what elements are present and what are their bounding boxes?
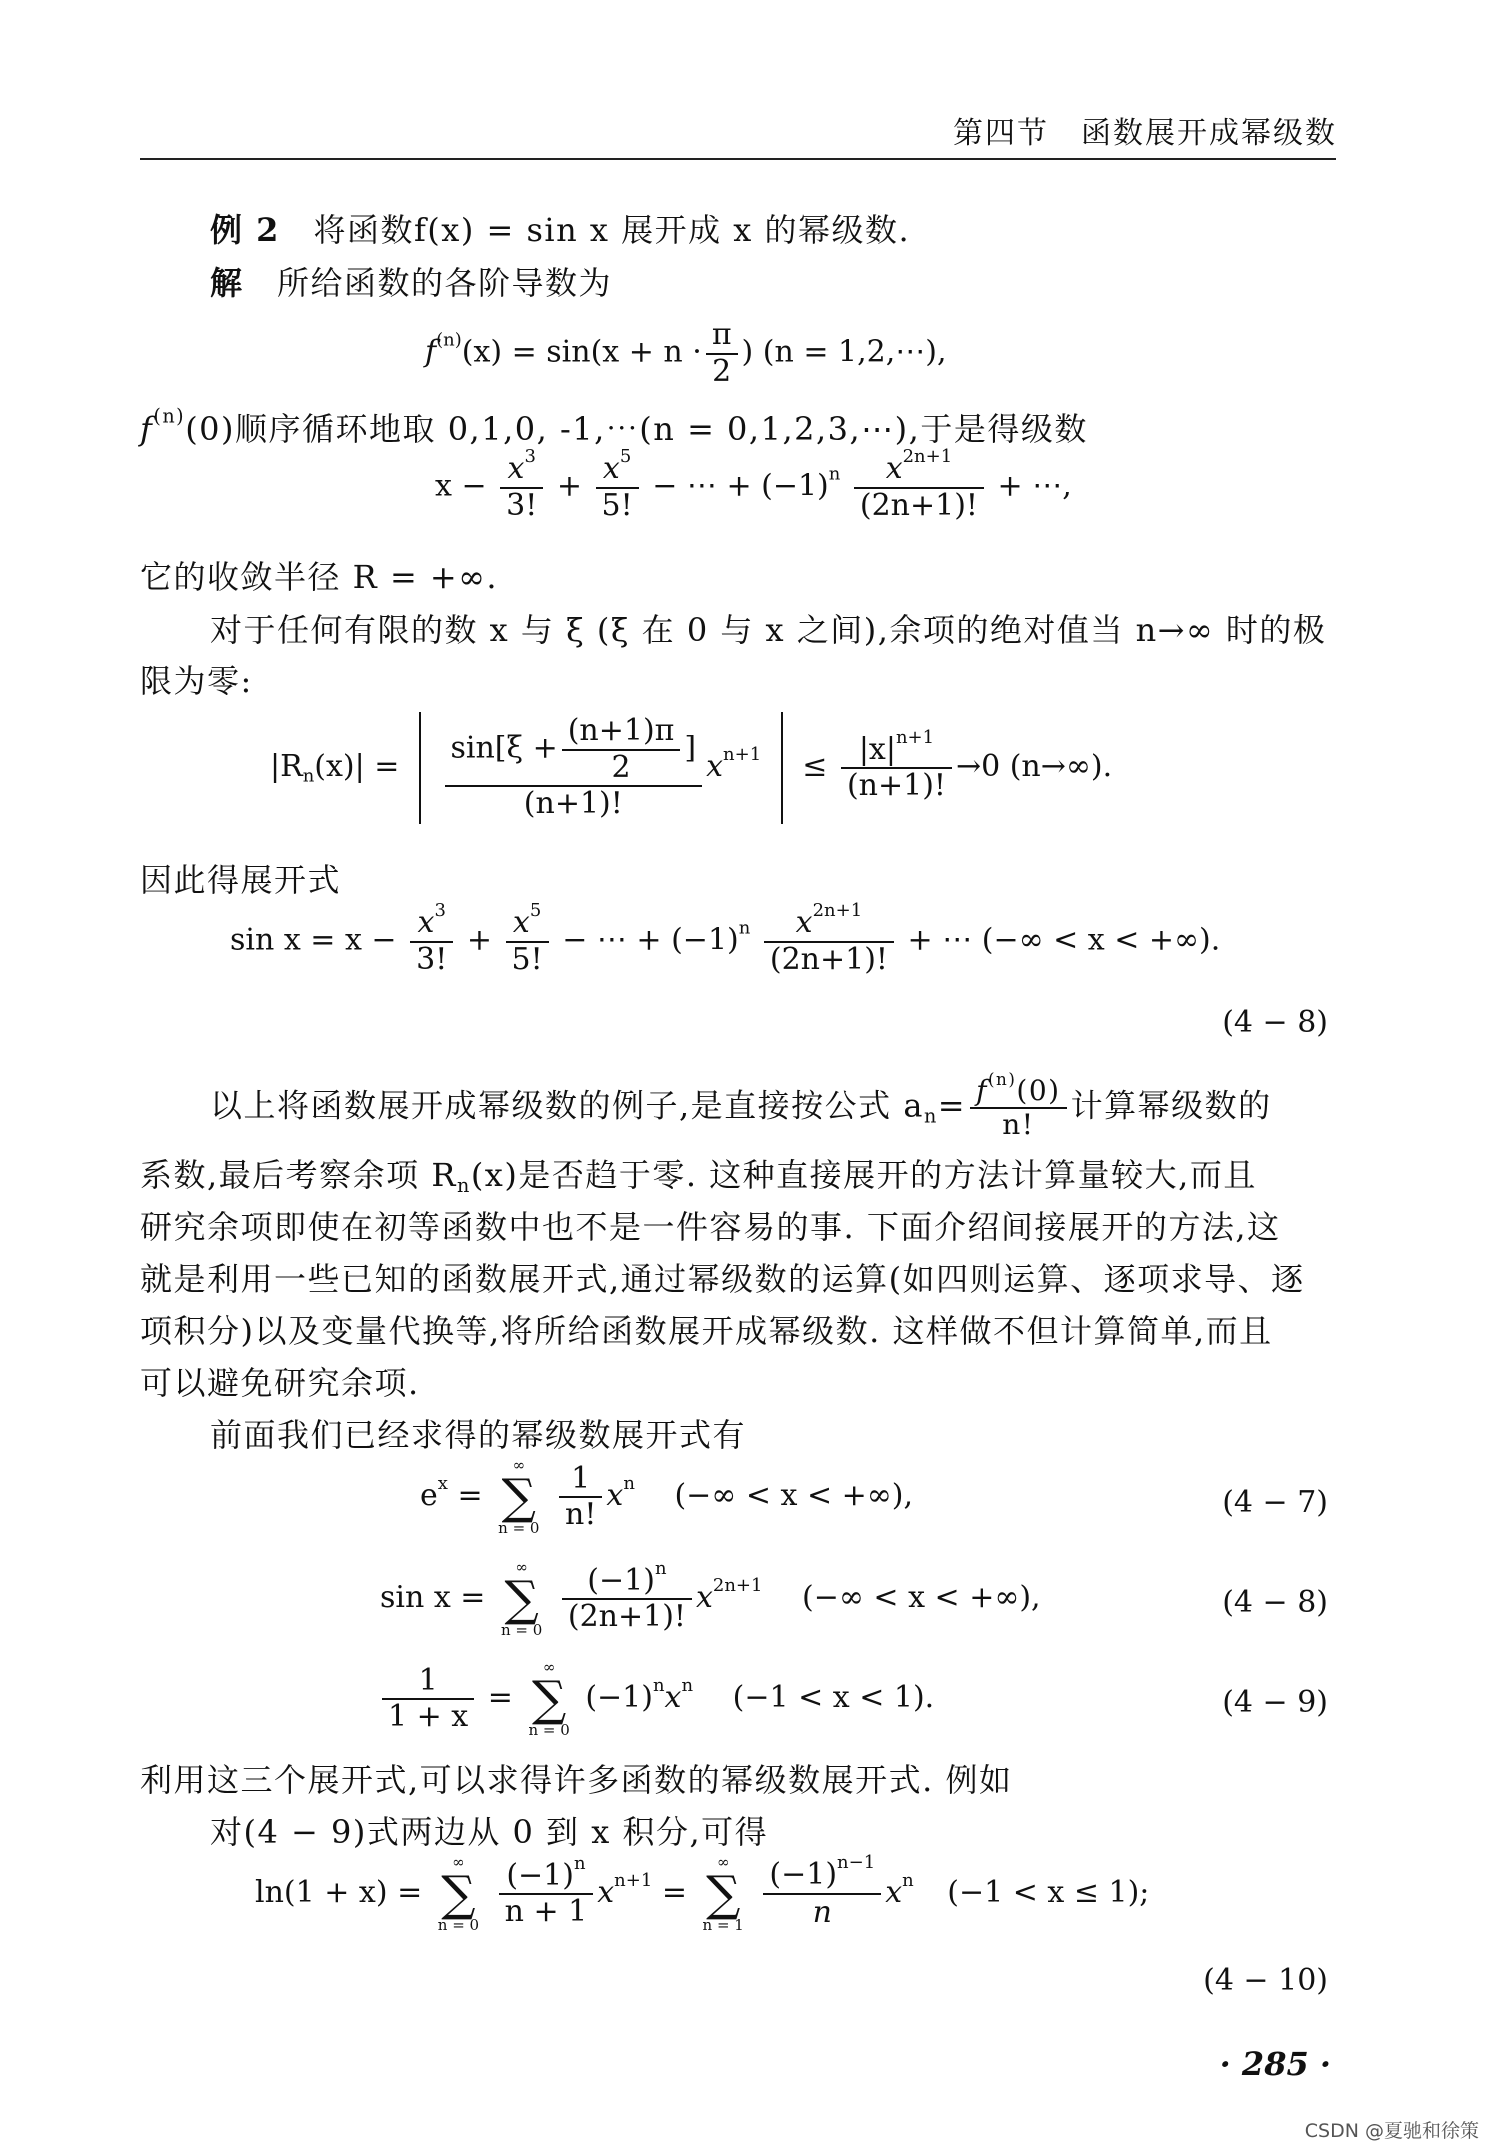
exp-f3: 3!	[416, 941, 448, 977]
ex-frac	[559, 1462, 602, 1533]
para-line5: 项积分)以及变量代换等,将所给函数展开成幂级数. 这样做不但计算简单,而且	[140, 1312, 1273, 1350]
ln-sigma1: ∑	[441, 1866, 476, 1922]
ex-sum-top: ∞	[512, 1456, 526, 1474]
expansion-intro: 因此得展开式	[140, 861, 342, 899]
sin-sum-series	[380, 1557, 1041, 1639]
pi-over-two	[706, 318, 738, 389]
geo-term: (−1)	[585, 1680, 653, 1715]
s1-frac3	[500, 445, 543, 523]
ex-e: e	[420, 1478, 438, 1513]
rem-bound-frac	[841, 726, 952, 804]
ln-x2: x	[885, 1875, 903, 1910]
ln-num2-sup: n−1	[837, 1852, 876, 1874]
sn-sum-top: ∞	[515, 1558, 528, 1576]
rem-lhs-rest: (x)| =	[314, 749, 400, 784]
exp-series	[420, 1458, 913, 1536]
exp-f5: 5!	[511, 941, 543, 977]
rem-inner-den: 2	[611, 749, 631, 785]
s1-general	[854, 445, 984, 523]
geo-range: (−1 < x < 1).	[732, 1680, 935, 1715]
s1-x: x −	[435, 468, 487, 504]
ex-x: x	[606, 1478, 624, 1513]
ln-sum2-top: ∞	[716, 1853, 730, 1871]
rem-tail: →0 (n→∞).	[955, 749, 1113, 784]
ex-den: n!	[565, 1497, 597, 1532]
ln-series	[255, 1852, 1150, 1934]
abs-bar-right	[781, 712, 783, 824]
solution-intro: 所给函数的各阶导数为	[277, 264, 613, 302]
ex-sup: x	[437, 1472, 448, 1494]
deriv-f: f	[425, 334, 437, 370]
rem-abs-num: |x|	[858, 731, 896, 767]
eq-number-4-7: (4 − 7)	[1222, 1485, 1328, 1520]
s1-x5: x	[602, 451, 620, 486]
exp-frac3	[410, 899, 453, 977]
s1-plus: +	[556, 468, 582, 504]
ex-range: (−∞ < x < +∞),	[674, 1478, 914, 1513]
deriv-cond: ) (n = 1,2,⋯),	[741, 334, 947, 370]
rem-xpow: x	[706, 749, 724, 784]
para-line1-sub: n	[923, 1104, 938, 1128]
ln-x2-sup: n	[902, 1869, 914, 1891]
example-line	[210, 205, 910, 251]
two: 2	[712, 353, 732, 389]
sn-sum	[501, 1560, 542, 1638]
example-label: 例 2	[210, 211, 280, 249]
cycle-sup: (n)	[153, 404, 186, 428]
para-line2a: 系数,最后考察余项 R	[140, 1156, 457, 1194]
geo-x-sup: n	[681, 1674, 694, 1696]
watermark: CSDN @夏驰和徐策	[1304, 2120, 1479, 2142]
cycle-text: (0)顺序循环地取 0,1,0, -1,⋯(n = 0,1,2,3,⋯),于是得级数	[185, 410, 1088, 448]
cycle-line: $f^{(n)}(0)$顺序循环地取 0,1,0, -1,⋯(n = 0,1,2,3,⋯),于是得级数	[140, 404, 1088, 448]
ln-sigma2: ∑	[706, 1866, 741, 1922]
exp-x3-exp: 3	[434, 899, 446, 921]
header-rule	[140, 158, 1336, 160]
derivative-formula	[425, 318, 947, 389]
sn-den: (2n+1)!	[567, 1599, 686, 1634]
radius-line: 它的收敛半径 R = +∞.	[140, 558, 499, 596]
s1-tail: + ⋯,	[997, 468, 1072, 504]
ln-num1-sup: n	[573, 1852, 586, 1874]
ln-sum1-top: ∞	[452, 1853, 465, 1871]
ln-range: (−1 < x ≤ 1);	[947, 1875, 1150, 1910]
closing-line2: 对(4 − 9)式两边从 0 到 x 积分,可得	[210, 1813, 769, 1851]
ln-sum1-bot: n = 0	[437, 1916, 480, 1934]
sn-frac	[562, 1557, 692, 1635]
ln-num1: (−1)	[506, 1857, 574, 1893]
rem-xpow-exp: n+1	[723, 743, 762, 765]
geo-den: 1 + x	[388, 1699, 469, 1734]
s1-num: x	[885, 451, 903, 486]
remainder-line2: 限为零:	[140, 662, 253, 700]
exp-frac5	[506, 899, 549, 977]
coef-frac	[970, 1068, 1066, 1142]
solution-line	[210, 258, 612, 304]
sn-range: (−∞ < x < +∞),	[802, 1580, 1041, 1615]
sn-sum-bot: n = 0	[501, 1621, 543, 1639]
exp-lhs: sin x = x −	[230, 922, 397, 958]
sn-num: (−1)	[587, 1562, 655, 1598]
page-number: · 285 ·	[1219, 2045, 1331, 2083]
rem-main-frac	[445, 714, 703, 822]
s1-x5-exp: 5	[619, 445, 632, 467]
remainder-line1: 对于任何有限的数 x 与 ξ (ξ 在 0 与 x 之间),余项的绝对值当 n→∞ 时的极	[210, 611, 1327, 649]
geo-sum-bot: n = 0	[528, 1721, 570, 1739]
ex-sum-bot: n = 0	[498, 1519, 540, 1537]
para-line2-sub: n	[456, 1173, 471, 1197]
geo-frac	[382, 1664, 474, 1735]
exp-mid: − ⋯ + (−1)	[562, 922, 739, 958]
ln-den1: n + 1	[504, 1894, 588, 1929]
s1-n-exp: n	[828, 463, 841, 485]
sn-sigma: ∑	[504, 1571, 539, 1627]
s1-den: (2n+1)!	[859, 487, 978, 523]
s1-num-exp: 2n+1	[902, 445, 953, 467]
exp-num: x	[795, 905, 813, 940]
ln-sum2-bot: n = 1	[702, 1916, 744, 1934]
running-head: 第四节 函数展开成幂级数	[953, 116, 1337, 151]
exp-general	[764, 899, 894, 977]
rem-abs-exp: n+1	[895, 726, 935, 748]
geometric-series	[378, 1660, 934, 1738]
rem-bracket: ]	[684, 730, 697, 766]
sn-x-sup: 2n+1	[712, 1574, 763, 1596]
coef-den: n!	[1002, 1108, 1035, 1142]
exp-den: (2n+1)!	[769, 941, 888, 977]
para-line1-eq: =	[937, 1086, 967, 1125]
coef-f: f	[976, 1074, 988, 1107]
example-statement: 将函数f(x) = sin x 展开成 x 的幂级数.	[313, 211, 911, 249]
para-line4: 就是利用一些已知的函数展开式,通过幂级数的运算(如四则运算、逐项求导、逐	[140, 1260, 1305, 1298]
para-line7: 前面我们已经求得的幂级数展开式有	[210, 1416, 747, 1454]
ln-x1-sup: n+1	[614, 1869, 653, 1891]
sine-expansion	[230, 899, 1221, 977]
s1-x3: x	[507, 451, 525, 486]
para-line1b: 计算幂级数的	[1070, 1086, 1272, 1125]
exp-x3: x	[417, 905, 435, 940]
geo-x: x	[664, 1680, 682, 1715]
s1-frac5	[596, 445, 639, 523]
para-line6: 可以避免研究余项.	[140, 1364, 420, 1402]
coef-rest: (0)	[1016, 1074, 1061, 1107]
geo-sum	[528, 1660, 569, 1738]
remainder-formula	[270, 712, 1112, 824]
para-line2	[140, 1150, 1257, 1196]
ln-eq2: =	[661, 1875, 687, 1910]
para-line2b: (x)是否趋于零. 这种直接展开的方法计算量较大,而且	[470, 1156, 1257, 1194]
ln-sum1	[438, 1855, 479, 1933]
geo-eq: =	[487, 1680, 513, 1715]
deriv-sup: (n)	[436, 329, 462, 351]
closing-line1: 利用这三个展开式,可以求得许多函数的幂级数展开式. 例如	[140, 1761, 1013, 1799]
ex-num: 1	[559, 1462, 602, 1499]
s1-f5: 5!	[601, 487, 633, 523]
ex-eq: =	[457, 1478, 483, 1513]
ln-lhs: ln(1 + x) =	[255, 1875, 423, 1910]
rem-sin: sin[ξ +	[450, 730, 558, 766]
ln-num2: (−1)	[769, 1857, 838, 1893]
exp-num-exp: 2n+1	[812, 899, 863, 921]
deriv-arg: (x) = sin(x + n ·	[461, 334, 702, 370]
ln-sum2	[703, 1855, 744, 1933]
eq-number-4-9: (4 − 9)	[1222, 1685, 1328, 1720]
exp-plus: +	[466, 922, 492, 958]
rem-den: (n+1)!	[523, 786, 623, 822]
sn-lhs: sin x =	[380, 1580, 486, 1615]
abs-bar-left	[419, 712, 421, 824]
s1-x3-exp: 3	[524, 445, 536, 467]
geo-sigma: ∑	[531, 1671, 567, 1727]
ex-sigma: ∑	[501, 1469, 536, 1525]
sn-num-sup: n	[654, 1557, 667, 1579]
geo-sum-top: ∞	[542, 1658, 556, 1676]
rem-abs-den: (n+1)!	[846, 768, 946, 803]
ln-x1: x	[597, 1875, 615, 1910]
para-line1a: 以上将函数展开成幂级数的例子,是直接按公式 a	[210, 1086, 924, 1125]
exp-x5-exp: 5	[529, 899, 542, 921]
geo-num: 1	[382, 1664, 474, 1701]
rem-inner-num: (n+1)π	[562, 714, 681, 751]
geo-term-sup: n	[652, 1674, 665, 1696]
solution-label: 解	[210, 264, 244, 302]
eq-number-4-8: (4 − 8)	[1222, 1005, 1328, 1040]
para-line1	[210, 1068, 1272, 1142]
rem-inner-frac	[562, 714, 681, 785]
coef-sup: (n)	[987, 1068, 1017, 1089]
pi: π	[706, 318, 738, 355]
sn-x: x	[695, 1580, 713, 1615]
s1-f3: 3!	[506, 487, 538, 523]
ex-x-sup: n	[623, 1472, 635, 1494]
ln-frac1	[499, 1852, 594, 1930]
sine-series	[435, 445, 1072, 523]
exp-x5: x	[512, 905, 530, 940]
ln-frac2	[763, 1852, 881, 1930]
exp-n-exp: n	[738, 917, 751, 939]
para-line3: 研究余项即使在初等函数中也不是一件容易的事. 下面介绍间接展开的方法,这	[140, 1208, 1281, 1246]
rem-lhs: |R	[270, 749, 303, 784]
exp-tail: + ⋯ (−∞ < x < +∞).	[907, 922, 1221, 958]
s1-mid: − ⋯ + (−1)	[652, 468, 829, 504]
rem-lhs-sub: n	[302, 765, 315, 787]
eq-number-4-8b: (4 − 8)	[1222, 1585, 1328, 1620]
rem-leq: ≤	[802, 749, 828, 784]
ex-sum	[498, 1458, 539, 1536]
ln-den2: n	[812, 1894, 832, 1930]
eq-number-4-10: (4 − 10)	[1203, 1963, 1328, 1998]
